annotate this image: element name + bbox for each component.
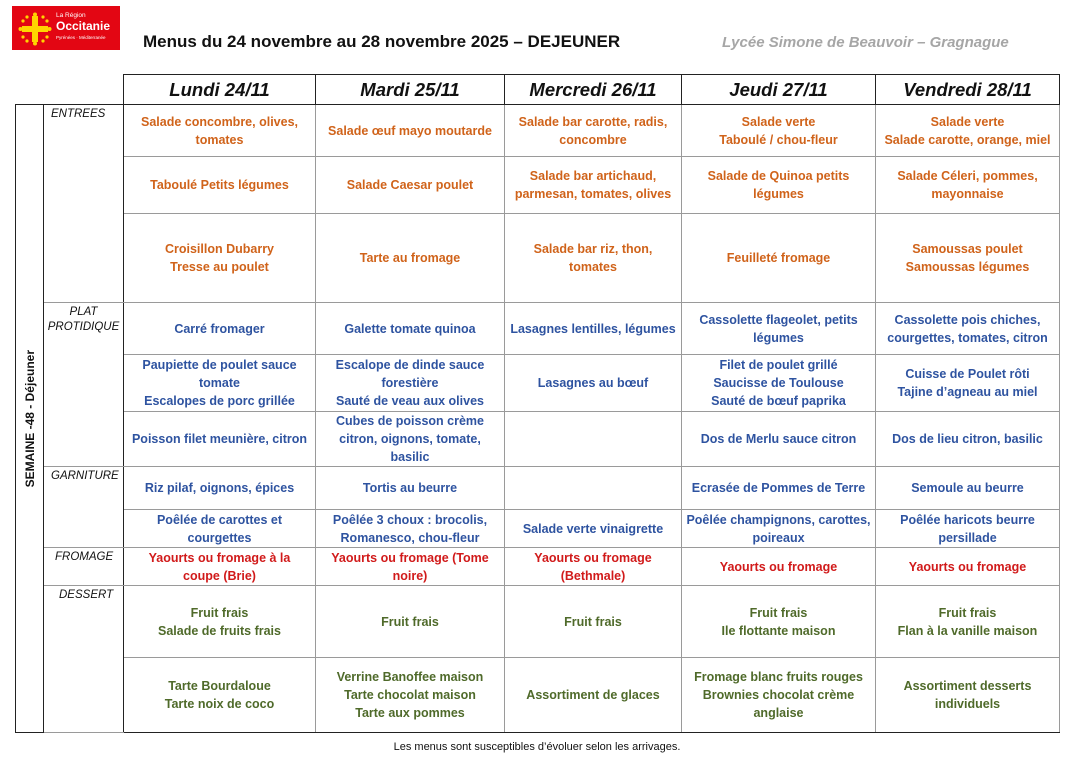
menu-item-line: poireaux xyxy=(752,530,805,545)
menu-cell xyxy=(876,303,1060,355)
menu-item-line: Samoussas légumes xyxy=(905,260,1030,274)
menu-cell xyxy=(876,105,1060,157)
menu-item-line: Poêlée 3 choux : brocolis, xyxy=(332,512,488,527)
category-label-entrees xyxy=(44,105,124,303)
menu-item-line: Fruit frais xyxy=(381,614,439,629)
menu-item-line: Tarte Bourdaloue xyxy=(168,679,271,693)
menu-cell xyxy=(316,214,505,303)
category-label-text: FROMAGE xyxy=(55,551,114,563)
menu-cell xyxy=(682,412,876,467)
menu-cell xyxy=(316,658,505,733)
menu-item-line: Tarte au fromage xyxy=(359,251,461,265)
category-label-garnitures xyxy=(44,467,124,548)
day-header: Lundi 24/11 xyxy=(124,75,316,105)
menu-item-line: Semoule au beurre xyxy=(911,481,1024,495)
category-label-text: ENTREES xyxy=(51,108,106,120)
menu-cell xyxy=(316,467,505,510)
menu-item-line: Brownies chocolat crème xyxy=(702,688,855,702)
menu-cell xyxy=(682,586,876,658)
menu-item-line: Feuilleté fromage xyxy=(726,251,831,265)
menu-cell xyxy=(876,658,1060,733)
menu-item-line: Poêlée de carottes et xyxy=(156,512,283,527)
menu-item-line: courgettes xyxy=(187,530,252,545)
menu-cell xyxy=(124,467,316,510)
week-label: SEMAINE -48 - Déjeuner xyxy=(22,349,37,488)
menu-cell xyxy=(124,658,316,733)
menu-cell xyxy=(505,214,682,303)
menu-item-line: légumes xyxy=(753,187,804,201)
entrees-row xyxy=(16,157,1060,214)
menu-cell xyxy=(316,303,505,355)
menu-cell xyxy=(876,510,1060,548)
plats-row xyxy=(16,412,1060,467)
menu-item-line: Cuisse de Poulet rôti xyxy=(905,367,1030,381)
menu-item-line: Galette tomate quinoa xyxy=(344,321,476,336)
logo-text-1: La Région xyxy=(56,12,86,19)
logo-text-2: Occitanie xyxy=(56,19,111,33)
menu-cell xyxy=(682,548,876,586)
plats-row xyxy=(16,303,1060,355)
menu-item-line: Tajine d’agneau au miel xyxy=(897,385,1038,399)
menu-cell xyxy=(505,510,682,548)
menu-cell xyxy=(682,658,876,733)
day-header-row xyxy=(16,75,1060,105)
menu-item-line: Carré fromager xyxy=(174,321,265,336)
menu-item-line: Paupiette de poulet sauce xyxy=(142,358,297,372)
menu-item-line: courgettes, tomates, citron xyxy=(887,330,1048,345)
menu-item-line: Cassolette flageolet, petits xyxy=(699,312,858,327)
menu-cell xyxy=(316,105,505,157)
menu-cell xyxy=(505,105,682,157)
menu-item-line: Fruit frais xyxy=(190,605,249,620)
menu-item-line: Yaourts ou fromage xyxy=(719,559,838,574)
menu-item-line: Taboulé / chou-fleur xyxy=(719,132,838,147)
menu-item-line: Tarte aux pommes xyxy=(355,706,465,720)
menu-item-line: Salade bar artichaud, xyxy=(529,169,657,183)
menu-item-line: Salade bar riz, thon, xyxy=(533,242,653,256)
menu-item-line: légumes xyxy=(753,330,804,345)
day-header: Vendredi 28/11 xyxy=(876,75,1060,105)
menu-item-line: (Bethmale) xyxy=(560,568,626,583)
menu-item-line: Samoussas poulet xyxy=(912,242,1023,256)
menu-item-line: citron, oignons, tomate, xyxy=(339,432,481,446)
menu-item-line: Verrine Banoffee maison xyxy=(336,670,484,684)
menu-cell xyxy=(682,467,876,510)
garnitures-row xyxy=(16,467,1060,510)
menu-cell xyxy=(682,157,876,214)
menu-item-line: Yaourts ou fromage xyxy=(534,550,652,565)
category-label-fromages xyxy=(44,548,124,586)
menu-cell xyxy=(316,510,505,548)
menu-item-line: Salade Céleri, pommes, xyxy=(897,169,1038,183)
menu-cell xyxy=(876,548,1060,586)
menu-item-line: Salade verte vinaigrette xyxy=(522,521,664,536)
menu-item-line: Poêlée champignons, carottes, xyxy=(686,512,871,527)
category-label-text: PROTIDIQUE xyxy=(47,321,120,333)
menu-item-line: Dos de Merlu sauce citron xyxy=(700,432,857,446)
desserts-row xyxy=(16,658,1060,733)
category-label-text: PLAT xyxy=(69,306,98,318)
page-title: Menus du 24 novembre au 28 novembre 2025 – DEJEUNER xyxy=(143,32,621,51)
menu-item-line: parmesan, tomates, olives xyxy=(514,187,672,201)
menu-item-line: Escalopes de porc grillée xyxy=(144,394,295,408)
menu-item-line: Fruit frais xyxy=(564,614,622,629)
desserts-row xyxy=(16,586,1060,658)
menu-item-line: Poêlée haricots beurre xyxy=(900,512,1035,527)
footnote: Les menus sont susceptibles d’évoluer selon les arrivages. xyxy=(393,741,681,753)
menu-item-line: Tresse au poulet xyxy=(170,260,269,274)
menu-cell xyxy=(682,214,876,303)
menu-item-line: Ecrasée de Pommes de Terre xyxy=(691,481,866,495)
menu-cell xyxy=(124,105,316,157)
menu-item-line: Riz pilaf, oignons, épices xyxy=(144,481,295,495)
menu-item-line: Taboulé Petits légumes xyxy=(150,178,289,192)
menu-cell xyxy=(316,548,505,586)
menu-item-line: Yaourts ou fromage à la xyxy=(148,550,291,565)
menu-item-line: Dos de lieu citron, basilic xyxy=(892,432,1043,446)
category-label-desserts xyxy=(44,586,124,733)
menu-item-line: forestière xyxy=(381,376,439,390)
menu-cell xyxy=(876,412,1060,467)
menu-item-line: mayonnaise xyxy=(931,187,1004,201)
menu-cell xyxy=(682,303,876,355)
menu-item-line: Croisillon Dubarry xyxy=(164,242,275,256)
menu-item-line: individuels xyxy=(934,697,1001,711)
menu-cell xyxy=(505,658,682,733)
menu-item-line: Sauté de veau aux olives xyxy=(336,394,484,408)
menu-table xyxy=(15,74,1060,733)
menu-item-line: Sauté de bœuf paprika xyxy=(711,394,846,408)
menu-cell xyxy=(505,303,682,355)
menu-item-line: Tortis au beurre xyxy=(362,481,458,495)
menu-cell xyxy=(682,510,876,548)
menu-cell xyxy=(124,548,316,586)
menu-item-line: Salade verte xyxy=(930,114,1005,129)
menu-item-line: Fruit frais xyxy=(938,605,997,620)
menu-cell xyxy=(505,157,682,214)
menu-item-line: noire) xyxy=(392,568,428,583)
menu-cell xyxy=(682,355,876,412)
menu-item-line: Assortiment desserts xyxy=(903,679,1032,693)
menu-item-line: Yaourts ou fromage (Tome xyxy=(331,550,489,565)
menu-cell xyxy=(876,214,1060,303)
menu-item-line: persillade xyxy=(938,530,997,545)
fromages-row xyxy=(16,548,1060,586)
menu-cell xyxy=(876,586,1060,658)
menu-cell xyxy=(505,355,682,412)
menu-item-line: Salade Caesar poulet xyxy=(346,178,474,192)
menu-item-line: coupe (Brie) xyxy=(183,568,256,583)
menu-item-line: Salade de Quinoa petits xyxy=(707,169,850,183)
menu-item-line: Saucisse de Toulouse xyxy=(713,376,844,390)
week-label-cell xyxy=(16,105,44,733)
menu-item-line: Filet de poulet grillé xyxy=(719,358,838,372)
menu-item-line: Yaourts ou fromage xyxy=(908,559,1027,574)
plats-row xyxy=(16,355,1060,412)
menu-cell xyxy=(124,510,316,548)
menu-item-line: Fruit frais xyxy=(749,605,808,620)
menu-cell xyxy=(682,105,876,157)
menu-item-line: anglaise xyxy=(753,706,804,720)
menu-cell xyxy=(124,355,316,412)
menu-cell xyxy=(316,157,505,214)
day-header: Jeudi 27/11 xyxy=(682,75,876,105)
menu-cell xyxy=(505,412,682,467)
menu-cell xyxy=(316,412,505,467)
menu-item-line: basilic xyxy=(390,450,430,464)
menu-item-line: Tarte chocolat maison xyxy=(344,688,476,702)
category-label-text: GARNITURE xyxy=(51,470,119,482)
occitan-cross-icon xyxy=(18,12,52,46)
category-label-plats xyxy=(44,303,124,467)
menu-item-line: Tarte noix de coco xyxy=(164,697,275,711)
menu-item-line: Salade de fruits frais xyxy=(158,623,281,638)
menu-cell xyxy=(505,586,682,658)
garnitures-row xyxy=(16,510,1060,548)
menu-item-line: Salade verte xyxy=(741,114,816,129)
menu-item-line: Fromage blanc fruits rouges xyxy=(694,670,863,684)
menu-item-line: tomates xyxy=(569,260,617,274)
menu-item-line: Lasagnes lentilles, légumes xyxy=(510,321,676,336)
header-corner xyxy=(16,75,124,105)
menu-item-line: Flan à la vanille maison xyxy=(897,623,1038,638)
menu-item-line: concombre xyxy=(559,132,627,147)
menu-item-line: tomate xyxy=(199,376,240,390)
entrees-row xyxy=(16,105,1060,157)
menu-item-line: Poisson filet meunière, citron xyxy=(131,432,308,446)
menu-cell xyxy=(876,157,1060,214)
menu-item-line: Salade carotte, orange, miel xyxy=(884,132,1051,147)
menu-item-line: Salade œuf mayo moutarde xyxy=(328,123,492,138)
menu-item-line: Cassolette pois chiches, xyxy=(894,312,1041,327)
menu-cell xyxy=(316,355,505,412)
day-header: Mercredi 26/11 xyxy=(505,75,682,105)
category-label-text: DESSERT xyxy=(59,589,114,601)
menu-item-line: Ile flottante maison xyxy=(721,623,836,638)
menu-cell xyxy=(876,467,1060,510)
menu-cell xyxy=(124,412,316,467)
menu-item-line: Escalope de dinde sauce xyxy=(335,358,485,372)
menu-cell xyxy=(316,586,505,658)
menu-cell xyxy=(124,157,316,214)
region-logo xyxy=(12,6,120,50)
menu-cell xyxy=(505,548,682,586)
menu-item-line: Lasagnes au bœuf xyxy=(537,376,649,390)
menu-cell xyxy=(124,303,316,355)
menu-item-line: tomates xyxy=(195,132,244,147)
menu-cell xyxy=(124,586,316,658)
logo-text-3: Pyrénées · Méditerranée xyxy=(56,35,106,40)
menu-item-line: Salade bar carotte, radis, xyxy=(518,114,668,129)
school-name: Lycée Simone de Beauvoir – Gragnague xyxy=(722,34,1009,51)
menu-cell xyxy=(876,355,1060,412)
menu-item-line: Salade concombre, olives, xyxy=(140,114,298,129)
menu-cell xyxy=(505,467,682,510)
entrees-row xyxy=(16,214,1060,303)
menu-item-line: Romanesco, chou-fleur xyxy=(340,530,480,545)
menu-item-line: Assortiment de glaces xyxy=(526,688,660,702)
menu-item-line: Cubes de poisson crème xyxy=(336,414,484,428)
day-header: Mardi 25/11 xyxy=(316,75,505,105)
menu-cell xyxy=(124,214,316,303)
